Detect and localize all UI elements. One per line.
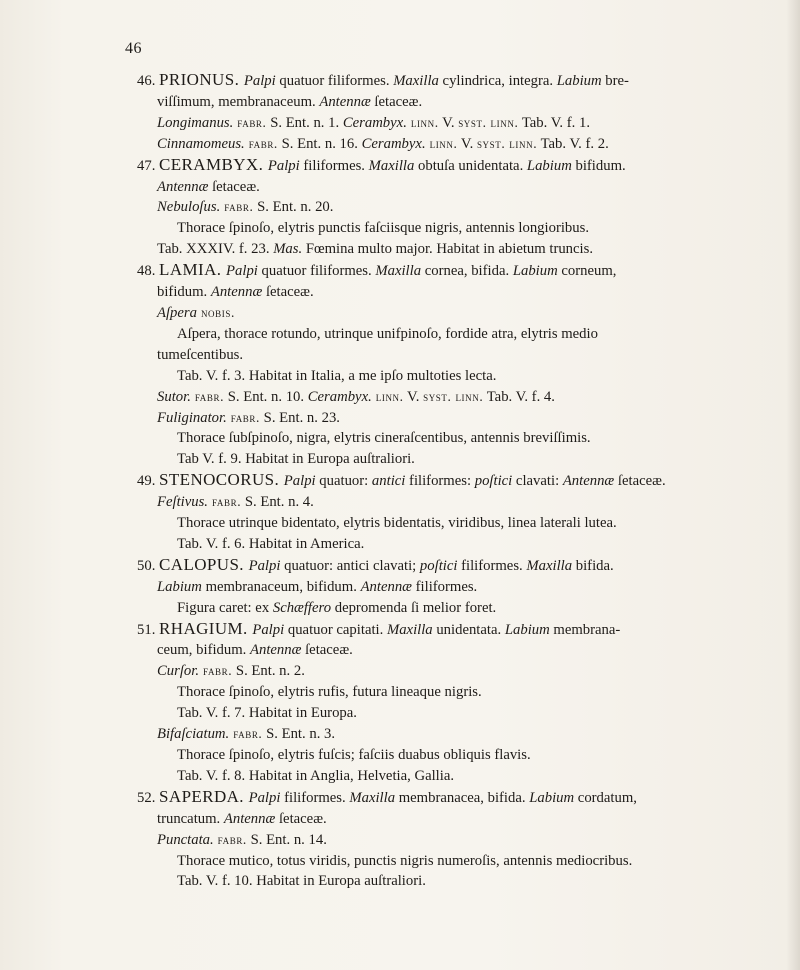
text-run: filiformes: — [405, 473, 475, 490]
text-run: filiformes. — [299, 157, 369, 174]
text-line — [137, 449, 777, 470]
text-line — [137, 871, 777, 892]
italic-term: Aſpera — [157, 304, 197, 321]
text-line — [137, 661, 777, 682]
italic-term: Feſtivus. — [157, 494, 208, 511]
text-run: S. Ent. n. 1. — [266, 114, 343, 131]
text-run: V. — [438, 114, 459, 131]
text-run: ceum, bifidum. — [157, 642, 251, 659]
text-run: ſetaceæ. — [275, 810, 327, 827]
text-run: Thorace ſubſpinoſo, nigra, elytris cineraſcentibus, antennis breviſſimis. — [177, 430, 591, 447]
text-run: membrana- — [549, 621, 621, 638]
text-run: 47. — [137, 157, 160, 174]
text-line — [137, 724, 777, 745]
author-abbrev: linn. — [371, 388, 404, 404]
italic-term: Labium — [556, 73, 602, 89]
italic-term: Cerambyx. — [361, 135, 426, 152]
italic-term: Labium — [529, 789, 575, 806]
text-run: Figura caret: ex — [177, 599, 273, 616]
genus-name: PRIONUS. — [159, 70, 244, 89]
italic-term: antici — [371, 473, 406, 490]
text-run: Thorace utrinque bidentato, elytris bidentatis, viridibus, linea laterali lutea. — [177, 515, 617, 532]
text-run: V. — [403, 388, 424, 405]
text-line — [137, 408, 777, 429]
italic-term: Antennæ — [210, 284, 263, 301]
text-run: bifidum. — [157, 284, 211, 301]
text-line — [137, 745, 777, 766]
text-run: 48. — [137, 263, 160, 280]
author-abbrev: syst. linn. — [476, 135, 538, 151]
italic-term: Maxilla — [526, 557, 573, 574]
text-line — [137, 239, 777, 260]
text-run: S. Ent. n. 23. — [259, 409, 340, 426]
text-line — [137, 513, 777, 534]
italic-term: Nebuloſus. — [157, 199, 221, 216]
italic-term: Antennæ — [157, 178, 209, 195]
author-abbrev: fabr. — [190, 388, 225, 404]
text-line — [137, 577, 777, 598]
text-run: bre- — [601, 73, 629, 89]
text-run: corneum, — [557, 263, 617, 280]
author-abbrev: fabr. — [226, 409, 260, 425]
text-line — [137, 851, 777, 872]
text-run: Thorace ſpinoſo, elytris punctis faſciisque nigris, antennis longioribus. — [177, 220, 589, 237]
italic-term: Bifaſciatum. — [157, 726, 230, 743]
author-abbrev: fabr. — [229, 726, 263, 742]
italic-term: Sutor. — [157, 388, 191, 405]
text-line — [137, 134, 777, 155]
text-run: bifidum. — [571, 157, 626, 174]
text-line — [137, 428, 777, 449]
page-text — [137, 70, 777, 892]
text-run: ſetaceæ. — [370, 93, 423, 110]
text-run: ſetaceæ. — [208, 178, 260, 195]
text-run: cordatum, — [574, 789, 637, 806]
text-run: Tab. XXXIV. f. 23. — [157, 241, 274, 258]
text-run: filiformes. — [411, 578, 478, 595]
italic-term: Fuliginator. — [157, 409, 227, 426]
italic-term: Palpi — [248, 557, 281, 574]
genus-name: LAMIA. — [159, 260, 227, 280]
text-run: Thorace ſpinoſo, elytris rufis, futura lineaque nigris. — [177, 684, 482, 701]
text-run: bifida. — [572, 557, 614, 574]
text-line — [137, 766, 777, 787]
text-line — [137, 303, 777, 324]
text-run: ſetaceæ. — [262, 284, 314, 301]
text-line — [137, 260, 777, 282]
italic-term: Cerambyx. — [307, 388, 372, 405]
text-run: Tab. V. f. 10. Habitat in Europa auſtraliori. — [177, 873, 426, 890]
italic-term: Palpi — [248, 789, 281, 806]
text-run: 51. — [137, 621, 160, 638]
text-run: S. Ent. n. 4. — [241, 494, 314, 511]
text-line — [137, 345, 777, 366]
italic-term: Maxilla — [393, 73, 439, 89]
italic-term: Antennæ — [223, 810, 276, 827]
text-run: Tab. V. f. 7. Habitat in Europa. — [177, 705, 357, 722]
text-run: Tab V. f. 9. Habitat in Europa auſtraliori. — [177, 451, 415, 468]
text-run: truncatum. — [157, 810, 224, 827]
text-run: S. Ent. n. 2. — [232, 663, 305, 680]
text-line — [137, 598, 777, 619]
text-line — [137, 809, 777, 830]
text-run: quatuor capitati. — [284, 621, 387, 638]
italic-term: Mas. — [273, 241, 303, 258]
text-run: membranacea, bifida. — [395, 789, 530, 806]
genus-name: RHAGIUM. — [159, 618, 253, 638]
text-run: unidentata. — [432, 621, 505, 638]
text-run: depromenda ſi melior foret. — [331, 599, 497, 616]
author-abbrev: fabr. — [207, 494, 242, 510]
author-abbrev: nobis. — [196, 304, 235, 320]
italic-term: Cerambyx. — [342, 114, 407, 131]
author-abbrev: fabr. — [220, 199, 254, 215]
text-line — [137, 830, 777, 851]
text-run: cylindrica, integra. — [438, 73, 557, 89]
genus-name: SAPERDA. — [159, 786, 249, 806]
text-run: quatuor filiformes. — [275, 73, 394, 89]
text-run: quatuor: — [315, 473, 372, 490]
italic-term: Labium — [526, 157, 572, 174]
text-run: S. Ent. n. 14. — [246, 831, 327, 848]
author-abbrev: fabr. — [244, 135, 278, 151]
italic-term: Curſor. — [157, 663, 200, 680]
italic-term: Palpi — [243, 73, 276, 89]
italic-term: Antennæ — [319, 93, 371, 110]
text-line — [137, 177, 777, 198]
text-line — [137, 640, 777, 661]
text-run: tumeſcentibus. — [157, 346, 244, 363]
text-run: ſetaceæ. — [614, 473, 666, 490]
text-run: Thorace mutico, totus viridis, punctis nigris numeroſis, antennis mediocribus. — [177, 852, 633, 869]
italic-term: Maxilla — [375, 263, 422, 280]
text-run: viſſimum, membranaceum. — [157, 93, 320, 110]
italic-term: poſtici — [474, 473, 513, 490]
author-abbrev: syst. linn. — [423, 388, 484, 404]
text-run: S. Ent. n. 10. — [224, 388, 308, 405]
author-abbrev: fabr. — [213, 831, 247, 847]
italic-term: Maxilla — [386, 621, 433, 638]
italic-term: Antennæ — [562, 473, 615, 490]
italic-term: Palpi — [226, 263, 258, 280]
text-line — [137, 155, 777, 177]
author-abbrev: fabr. — [199, 663, 233, 679]
text-run: obtuſa unidentata. — [414, 157, 527, 174]
text-line — [137, 70, 777, 92]
italic-term: Labium — [504, 621, 550, 638]
text-line — [137, 113, 777, 134]
author-abbrev: linn. — [406, 114, 439, 130]
text-run: Tab. V. f. 2. — [537, 135, 609, 152]
text-line — [137, 470, 777, 492]
italic-term: Palpi — [283, 473, 316, 490]
text-line — [137, 366, 777, 387]
text-run: 52. — [137, 789, 160, 806]
italic-term: Palpi — [252, 621, 285, 638]
text-run: cornea, bifida. — [421, 263, 513, 280]
text-line — [137, 787, 777, 809]
text-line — [137, 619, 777, 641]
text-line — [137, 218, 777, 239]
text-line — [137, 703, 777, 724]
italic-term: Maxilla — [368, 157, 415, 174]
text-run: 46. — [137, 73, 160, 89]
text-run: clavati: — [512, 473, 563, 490]
text-line — [137, 197, 777, 218]
page-number: 46 — [125, 40, 142, 57]
text-run: Tab. V. f. 8. Habitat in Anglia, Helvetia, Gallia. — [177, 767, 455, 784]
text-run: Thorace ſpinoſo, elytris fuſcis; faſciis duabus obliquis flavis. — [177, 747, 531, 763]
text-run: Tab. V. f. 3. Habitat in Italia, a me ipſo multoties lecta. — [177, 367, 497, 384]
italic-term: Maxilla — [349, 789, 396, 806]
text-line — [137, 682, 777, 703]
text-line — [137, 534, 777, 555]
text-run: S. Ent. n. 3. — [262, 726, 336, 743]
author-abbrev: syst. linn. — [458, 114, 519, 130]
text-line — [137, 282, 777, 303]
text-run: S. Ent. n. 16. — [277, 135, 362, 152]
author-abbrev: linn. — [425, 135, 458, 151]
italic-term: Palpi — [267, 157, 300, 174]
italic-term: Punctata. — [157, 831, 214, 848]
genus-name: CERAMBYX. — [159, 154, 268, 174]
text-run: Tab. V. f. 1. — [518, 114, 591, 131]
text-run: Aſpera, thorace rotundo, utrinque unifpinoſo, fordide atra, elytris medio — [177, 325, 598, 342]
text-run: Tab. V. f. 4. — [483, 388, 555, 405]
italic-term: Longimanus. — [157, 114, 234, 131]
text-run: V. — [457, 135, 477, 152]
genus-name: CALOPUS. — [159, 554, 249, 574]
italic-term: Antennæ — [360, 578, 412, 595]
text-line — [137, 555, 777, 577]
text-run: membranaceum, bifidum. — [201, 578, 361, 595]
italic-term: Cinnamomeus. — [157, 135, 245, 152]
text-run: quatuor: antici clavati; — [280, 557, 420, 574]
text-line — [137, 492, 777, 513]
text-run: filiformes. — [280, 789, 350, 806]
text-line — [137, 387, 777, 408]
text-line — [137, 92, 777, 113]
text-run: Fœmina multo major. Habitat in abietum truncis. — [302, 241, 594, 258]
text-run: quatuor filiformes. — [257, 263, 376, 280]
italic-term: Labium — [157, 578, 202, 595]
text-run: filiformes. — [457, 557, 527, 574]
text-run: 49. — [137, 473, 160, 490]
italic-term: poſtici — [419, 557, 458, 574]
text-run: 50. — [137, 557, 160, 574]
italic-term: Labium — [512, 263, 558, 280]
text-run: S. Ent. n. 20. — [253, 199, 334, 216]
text-run: Tab. V. f. 6. Habitat in America. — [177, 535, 365, 552]
text-line — [137, 324, 777, 345]
genus-name: STENOCORUS. — [159, 470, 284, 490]
text-run: ſetaceæ. — [301, 642, 353, 659]
italic-term: Schæffero — [272, 599, 332, 616]
italic-term: Antennæ — [250, 642, 302, 659]
author-abbrev: fabr. — [233, 114, 267, 130]
